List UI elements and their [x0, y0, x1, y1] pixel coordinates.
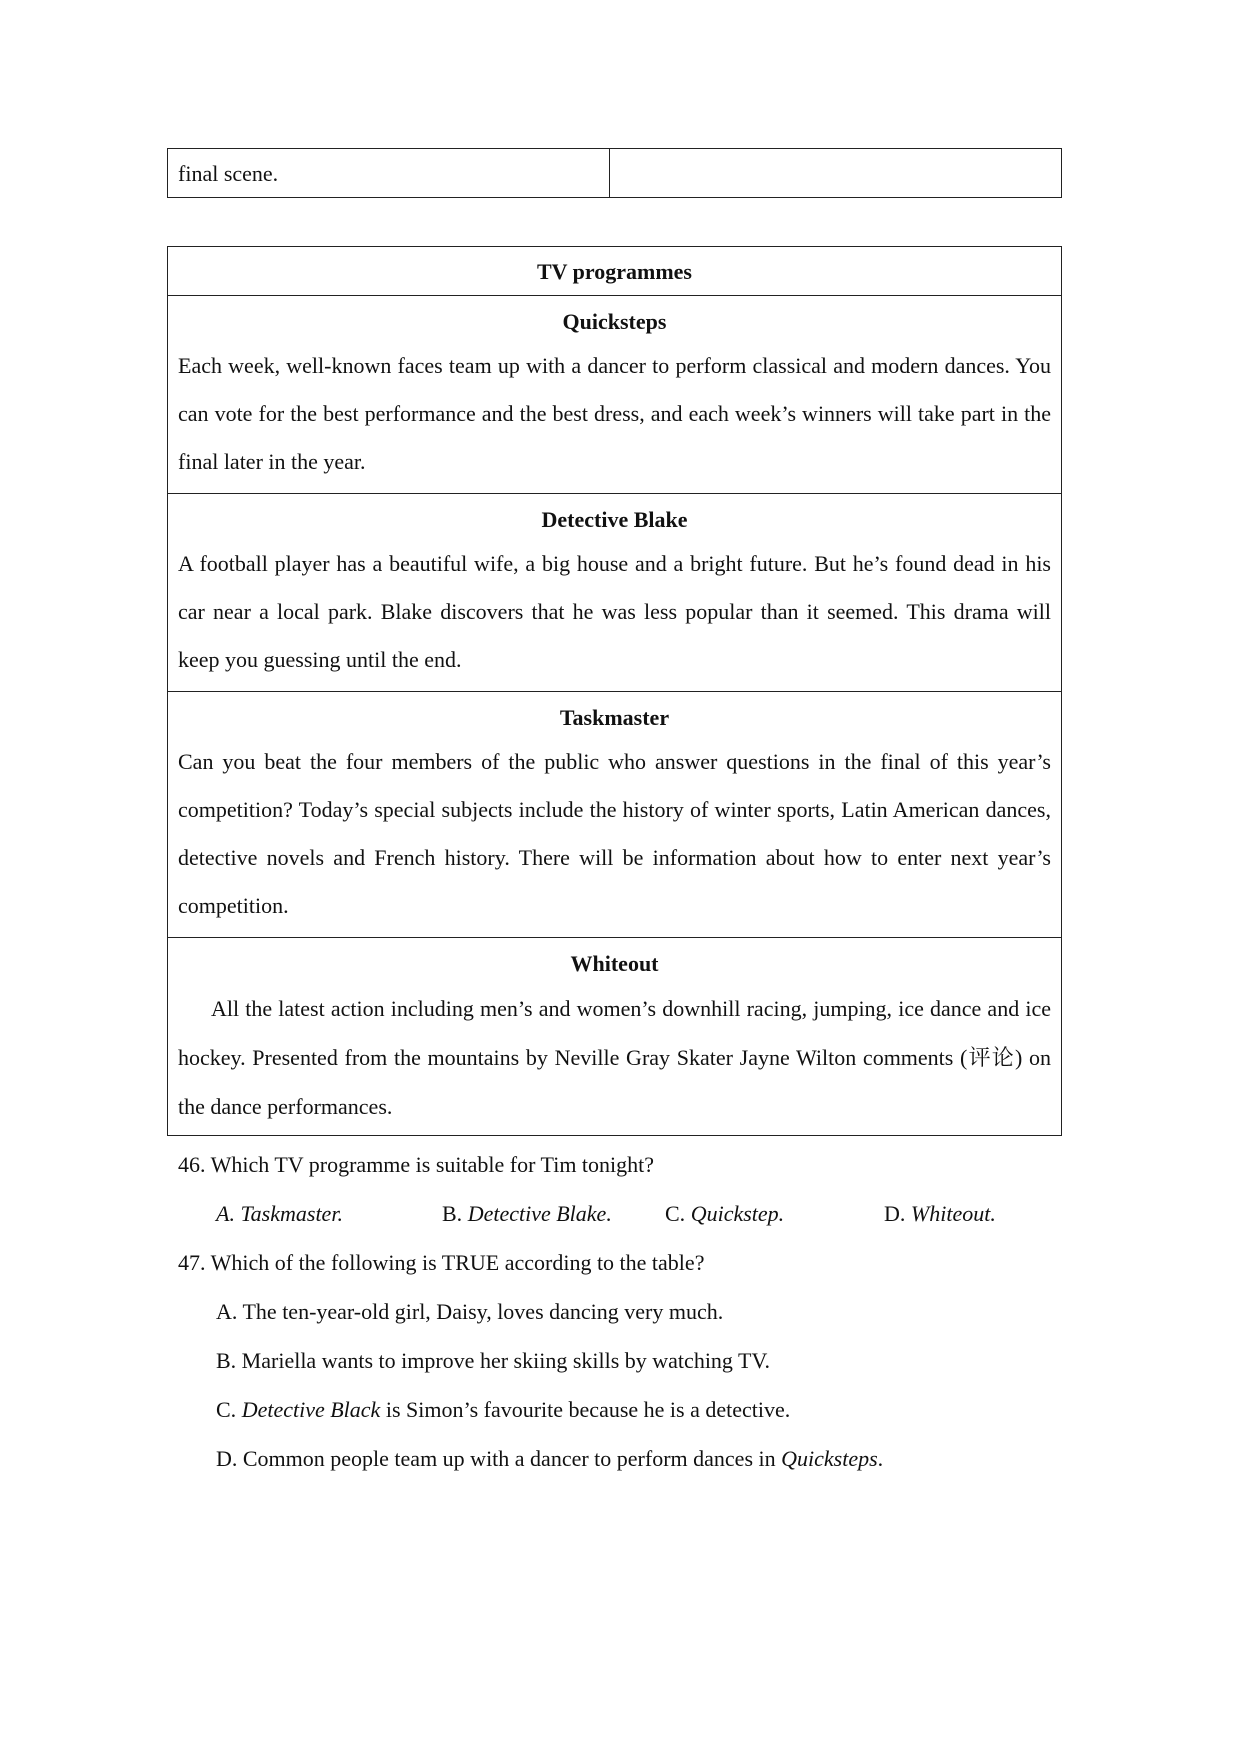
- option-letter: D.: [884, 1201, 906, 1226]
- question-46-option-c[interactable]: [665, 1189, 784, 1238]
- option-letter: C.: [665, 1201, 686, 1226]
- programme-taskmaster: [168, 692, 1061, 938]
- option-italic-title: Detective Black: [241, 1397, 381, 1422]
- option-text: Quickstep.: [690, 1201, 785, 1226]
- question-46-stem: 46. Which TV programme is suitable for Tim tonight?: [178, 1152, 655, 1177]
- question-47-stem: 47. Which of the following is TRUE according to the table?: [178, 1250, 705, 1275]
- option-text: Taskmaster.: [240, 1201, 343, 1226]
- option-prefix: C.: [216, 1397, 237, 1422]
- programme-description: Can you beat the four members of the public who answer questions in the final of this year’s competition? Today’s special subjects include the history of winter sports, Latin American dances, detective novels and French history. There will be information about how to enter next year’s competition.: [178, 749, 1051, 918]
- programme-whiteout: [168, 938, 1061, 1135]
- option-text: Detective Blake.: [467, 1201, 612, 1226]
- question-47-option-c[interactable]: [178, 1385, 1078, 1434]
- programme-description: A football player has a beautiful wife, a big house and a bright future. But he’s found dead in his car near a local park. Blake discovers that he was less popular than it seemed. This drama will keep you guessing until the end.: [178, 551, 1051, 672]
- programme-description: All the latest action including men’s and women’s downhill racing, jumping, ice dance and ice hockey. Presented from the mountains by Neville Gray Skater Jayne Wilton comments (评论) on the dance performances.: [178, 996, 1051, 1119]
- programme-title: Quicksteps: [562, 309, 667, 334]
- option-prefix: D. Common people team up with a dancer to perform dances in: [216, 1446, 776, 1471]
- programme-title: Detective Blake: [541, 507, 688, 532]
- option-letter: B.: [442, 1201, 463, 1226]
- option-suffix: .: [877, 1446, 884, 1471]
- programme-quicksteps: [168, 296, 1061, 494]
- question-46-option-b[interactable]: [442, 1189, 612, 1238]
- question-46-option-d[interactable]: [884, 1189, 996, 1238]
- question-47-option-d[interactable]: [178, 1434, 1078, 1483]
- question-46-option-a[interactable]: [216, 1189, 343, 1238]
- programme-title: Taskmaster: [559, 705, 670, 730]
- programme-title: Whiteout: [570, 951, 659, 976]
- option-letter: A.: [216, 1201, 235, 1226]
- question-47-option-b[interactable]: B. Mariella wants to improve her skiing skills by watching TV.: [216, 1348, 771, 1373]
- continuation-table: [167, 148, 1062, 198]
- tv-programmes-table: [167, 246, 1062, 1136]
- option-text: Whiteout.: [910, 1201, 996, 1226]
- questions-section: [178, 1140, 1078, 1483]
- continuation-left-cell: final scene.: [168, 149, 610, 197]
- programme-detective-blake: [168, 494, 1061, 692]
- question-46-options: [178, 1189, 1078, 1238]
- tv-table-header: TV programmes: [168, 247, 1061, 296]
- question-47-option-a[interactable]: A. The ten-year-old girl, Daisy, loves dancing very much.: [216, 1299, 724, 1324]
- option-suffix: is Simon’s favourite because he is a detective.: [385, 1397, 791, 1422]
- programme-description: Each week, well-known faces team up with a dancer to perform classical and modern dances. You can vote for the best performance and the best dress, and each week’s winners will take part in the final later in the year.: [178, 353, 1051, 474]
- option-italic-title: Quicksteps: [781, 1446, 878, 1471]
- continuation-right-cell: [610, 149, 1061, 197]
